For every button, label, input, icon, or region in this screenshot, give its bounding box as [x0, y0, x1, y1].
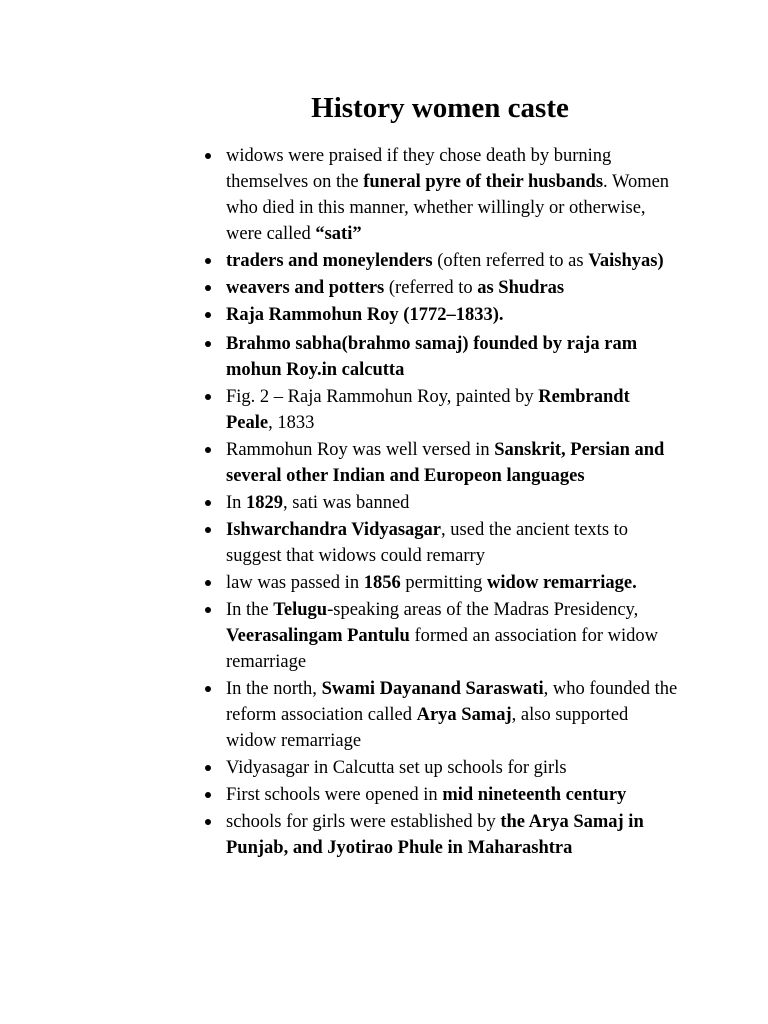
bold-text: “sati”	[315, 224, 362, 244]
text: -speaking areas of the Madras Presidency,	[327, 600, 639, 620]
text: widows were praised if they chose death by burning themselves on the	[226, 146, 612, 192]
bullet-item	[226, 755, 681, 781]
bold-text: Veerasalingam Pantulu	[226, 626, 410, 646]
text: law was passed in	[226, 573, 364, 593]
bullet-item	[226, 331, 681, 383]
bold-text: 1829	[246, 493, 284, 513]
bullet-item	[226, 597, 681, 675]
bullet-item	[226, 143, 681, 247]
bold-text: weavers and potters	[226, 278, 385, 298]
bold-text: Swami Dayanand Saraswati	[321, 679, 544, 699]
text: , also supported widow remarriage	[226, 705, 629, 751]
bullet-item	[226, 517, 681, 569]
bold-text: Brahmo sabha(brahmo samaj) founded by raja ram mohun Roy.in calcutta	[226, 334, 638, 380]
bullet-item	[226, 782, 681, 808]
text: . Women who died in this manner, whether willingly or otherwise, were called	[226, 172, 670, 244]
text: schools for girls were established by	[226, 812, 501, 832]
bold-text: 1856	[363, 573, 401, 593]
bold-text: widow remarriage.	[487, 573, 637, 593]
bullet-list	[226, 143, 681, 862]
bullet-item	[226, 490, 681, 516]
bold-text: Vaishyas)	[588, 251, 664, 271]
bold-text: funeral pyre of their husbands	[363, 172, 604, 192]
text: (often referred to as	[432, 251, 589, 271]
bullet-item	[226, 384, 681, 436]
bold-text: Sanskrit, Persian and several other Indian and Europeon languages	[226, 440, 665, 486]
text: In the north,	[226, 679, 322, 699]
text: In the	[226, 600, 274, 620]
bullet-item	[226, 275, 681, 301]
bullet-item	[226, 676, 681, 754]
text: In	[226, 493, 247, 513]
text: , 1833	[268, 413, 315, 433]
text: Fig. 2 – Raja Rammohun Roy, painted by	[226, 387, 539, 407]
text: , used the ancient texts to suggest that widows could remarry	[226, 520, 629, 566]
bold-text: mid nineteenth century	[442, 785, 627, 805]
bold-text: the Arya Samaj in Punjab, and Jyotirao Phule in Maharashtra	[226, 812, 644, 858]
bullet-item	[226, 302, 681, 328]
text: permitting	[400, 573, 488, 593]
bold-text: Telugu	[273, 600, 328, 620]
text: (referred to	[384, 278, 478, 298]
bullet-item	[226, 248, 681, 274]
text: Rammohun Roy was well versed in	[226, 440, 495, 460]
bold-text: Ishwarchandra Vidyasagar	[226, 520, 442, 540]
text: formed an association for widow remarriage	[226, 626, 658, 672]
text: Vidyasagar in Calcutta set up schools for girls	[226, 758, 567, 778]
bold-text: Arya Samaj	[416, 705, 512, 725]
bold-text: traders and moneylenders	[226, 251, 433, 271]
bold-text: Raja Rammohun Roy (1772–1833).	[226, 305, 504, 325]
text: , who founded the reform association called	[226, 679, 678, 725]
bullet-item	[226, 809, 681, 861]
bullet-item	[226, 570, 681, 596]
bold-text: Rembrandt Peale	[226, 387, 630, 433]
page-title: History women caste	[311, 92, 569, 124]
bullet-item	[226, 437, 681, 489]
text: First schools were opened in	[226, 785, 443, 805]
text: , sati was banned	[283, 493, 410, 513]
bold-text: as Shudras	[477, 278, 565, 298]
